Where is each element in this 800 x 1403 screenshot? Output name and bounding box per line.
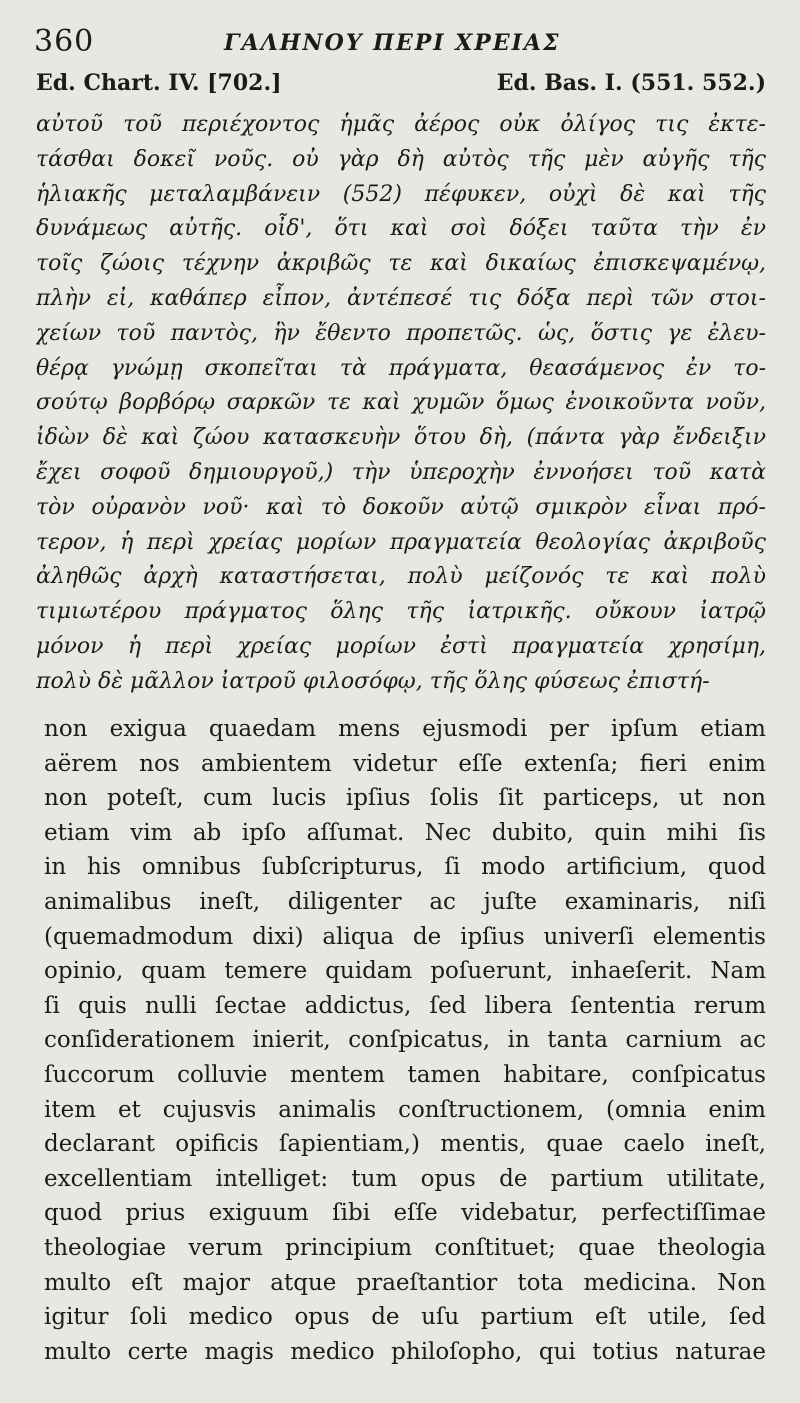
greek-text-line: ἀληθῶς ἀρχὴ καταστήσεται, πολὺ μείζονός τε καὶ πολὺ xyxy=(36,564,766,590)
latin-text-line: opinio, quam temere quidam poſuerunt, inhaeſerit. Nam xyxy=(44,958,766,985)
greek-text-line: ἰδὼν δὲ καὶ ζώου κατασκευὴν ὅτου δὴ, (πάντα γὰρ ἔνδειξιν xyxy=(36,425,766,451)
latin-text-line: non exigua quaedam mens ejusmodi per ipſum etiam xyxy=(44,716,766,742)
latin-text-line: etiam vim ab ipſo aſſumat. Nec dubito, quin mihi ſis xyxy=(44,819,766,846)
greek-text-line: θέρᾳ γνώμῃ σκοπεῖται τὰ πράγματα, θεασάμενος ἐν το- xyxy=(36,355,766,381)
latin-text-line: theologiae verum principium conſtituet; quae theologia xyxy=(44,1234,766,1261)
page-header xyxy=(34,24,766,64)
greek-text-line: μόνον ἡ περὶ χρείας μορίων ἐστὶ πραγματεία χρησίμη, xyxy=(36,633,766,659)
latin-text-line: declarant opificis ſapientiam,) mentis, quae caelo ineſt, xyxy=(44,1131,766,1158)
greek-text-line: τὸν οὐρανὸν νοῦ· καὶ τὸ δοκοῦν αὐτῷ σμικρὸν εἶναι πρό- xyxy=(36,494,766,520)
greek-text-line: ἡλιακῆς μεταλαμβάνειν (552) πέφυκεν, οὐχὶ δὲ καὶ τῆς xyxy=(36,181,766,207)
latin-text-line: animalibus ineſt, diligenter ac juſte examinaris, niſi xyxy=(44,888,766,915)
greek-text-line: σούτῳ βορβόρῳ σαρκῶν τε καὶ χυμῶν ὅμως ἐνοικοῦντα νοῦν, xyxy=(36,390,766,416)
greek-text-line: τιμιωτέρου πράγματος ὅλης τῆς ἰατρικῆς. οὔκουν ἰατρῷ xyxy=(36,599,766,625)
page-number: 360 xyxy=(34,24,95,59)
latin-text-line: multo eſt major atque praeſtantior tota medicina. Non xyxy=(44,1269,766,1296)
greek-text-line: αὐτοῦ τοῦ περιέχοντος ἡμᾶς ἀέρος οὐκ ὀλίγος τις ἐκτε- xyxy=(36,112,766,137)
greek-text-block xyxy=(36,108,766,700)
running-title: ΓΑΛΗΝΟΥ ΠΕΡΙ ΧΡΕΙΑΣ xyxy=(224,30,561,56)
greek-text-line: χείων τοῦ παντὸς, ἣν ἔθεντο προπετῶς. ὡς, ὅστις γε ἐλευ- xyxy=(36,320,766,346)
edition-chart-reference: Ed. Chart. IV. [702.] xyxy=(36,70,282,96)
latin-text-line: quod prius exiguum ſibi eſſe videbatur, perfectiſſimae xyxy=(44,1200,766,1227)
latin-text-block xyxy=(44,712,766,1369)
edition-reference-line xyxy=(36,70,766,100)
greek-text-line: τοῖς ζώοις τέχνην ἀκριβῶς τε καὶ δικαίως ἐπισκεψαμένῳ, xyxy=(36,251,766,277)
greek-text-line: πλὴν εἰ, καθάπερ εἶπον, ἀντέπεσέ τις δόξα περὶ τῶν στοι- xyxy=(36,285,766,311)
greek-text-line: πολὺ δὲ μᾶλλον ἰατροῦ φιλοσόφῳ, τῆς ὅλης φύσεως ἐπιστή- xyxy=(36,668,710,694)
latin-text-line: non poteſt, cum lucis ipſius ſolis ſit particeps, ut non xyxy=(44,785,766,812)
latin-text-line: conſiderationem inierit, conſpicatus, in tanta carnium ac xyxy=(44,1027,766,1054)
latin-text-line: ſi quis nulli ſectae addictus, ſed libera ſententia rerum xyxy=(44,992,766,1019)
latin-text-line: igitur ſoli medico opus de uſu partium eſt utile, ſed xyxy=(44,1304,766,1331)
latin-text-line: in his omnibus ſubſcripturus, ſi modo artificium, quod xyxy=(44,854,766,881)
latin-text-line: multo certe magis medico philoſopho, qui totius naturae xyxy=(44,1338,766,1365)
greek-text-line: ἔχει σοφοῦ δημιουργοῦ,) τὴν ὑπεροχὴν ἐννοήσει τοῦ κατὰ xyxy=(36,459,766,485)
greek-text-line: δυνάμεως αὐτῆς. οἶδ', ὅτι καὶ σοὶ δόξει ταῦτα τὴν ἐν xyxy=(36,216,766,242)
edition-basel-reference: Ed. Bas. I. (551. 552.) xyxy=(496,70,766,96)
greek-text-line: τερον, ἡ περὶ χρείας μορίων πραγματεία θεολογίας ἀκριβοῦς xyxy=(36,529,766,555)
latin-text-line: item et cujusvis animalis conſtructionem, (omnia enim xyxy=(44,1096,766,1123)
latin-text-line: excellentiam intelliget: tum opus de partium utilitate, xyxy=(44,1165,766,1192)
latin-text-line: aërem nos ambientem videtur eſſe extenſa; fieri enim xyxy=(44,750,766,777)
latin-text-line: ſuccorum colluvie mentem tamen habitare, conſpicatus xyxy=(44,1061,766,1088)
greek-text-line: τάσθαι δοκεῖ νοῦς. οὐ γὰρ δὴ αὐτὸς τῆς μὲν αὐγῆς τῆς xyxy=(36,146,766,172)
latin-text-line: (quemadmodum dixi) aliqua de ipſius univerſi elementis xyxy=(44,923,766,950)
